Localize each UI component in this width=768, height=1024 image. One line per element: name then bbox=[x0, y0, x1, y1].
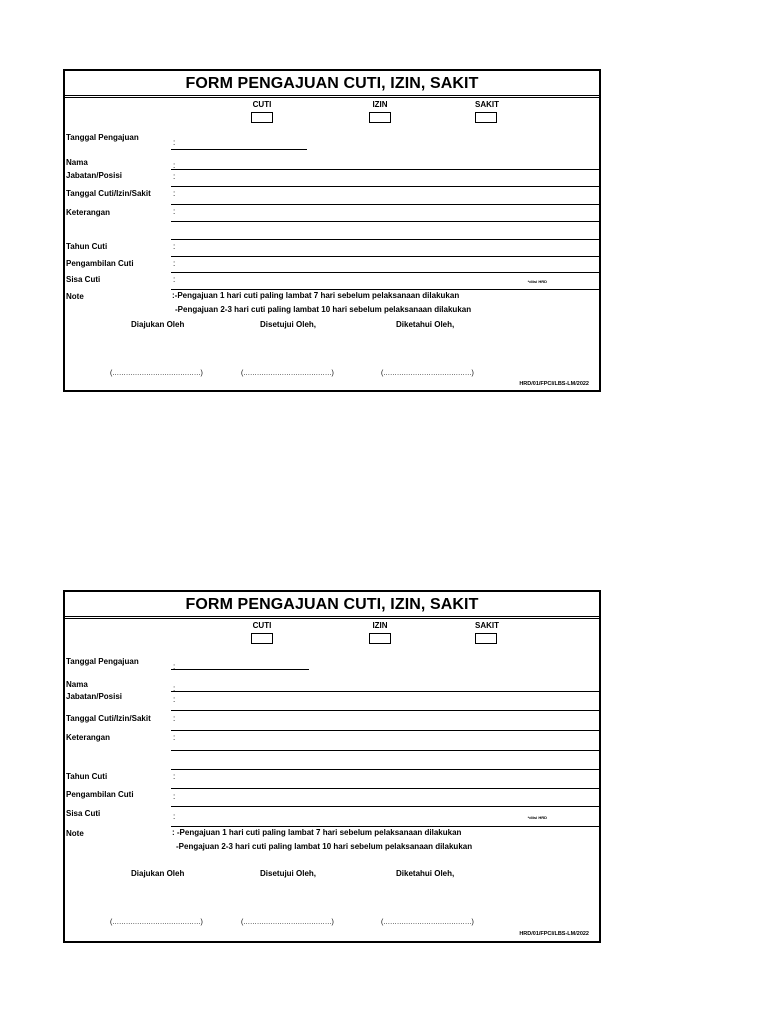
colon: : bbox=[173, 695, 176, 704]
note-line-2: -Pengajuan 2-3 hari cuti paling lambat 10 hari sebelum pelaksanaan dilakukan bbox=[176, 842, 473, 851]
keterangan-field-1[interactable] bbox=[171, 221, 599, 222]
tahun-cuti-label: Tahun Cuti bbox=[66, 242, 108, 251]
keterangan-field-2[interactable] bbox=[171, 769, 599, 770]
signature-line-diajukan[interactable]: (…………………………………) bbox=[110, 370, 203, 377]
colon: : bbox=[173, 792, 176, 801]
signature-line-disetujui[interactable]: (…………………………………) bbox=[241, 919, 334, 926]
note-line-2: -Pengajuan 2-3 hari cuti paling lambat 10 hari sebelum pelaksanaan dilakukan bbox=[175, 305, 472, 314]
tanggal-cuti-label: Tanggal Cuti/Izin/Sakit bbox=[66, 189, 151, 198]
tahun-cuti-label: Tahun Cuti bbox=[66, 772, 108, 781]
colon: : bbox=[173, 812, 176, 821]
colon: : bbox=[173, 207, 176, 216]
colon: : bbox=[173, 189, 176, 198]
jabatan-field[interactable] bbox=[171, 710, 599, 711]
form-title: FORM PENGAJUAN CUTI, IZIN, SAKIT bbox=[185, 596, 479, 613]
keterangan-label: Keterangan bbox=[66, 208, 111, 217]
pengambilan-cuti-field[interactable] bbox=[171, 806, 599, 807]
tanggal-pengajuan-label: Tanggal Pengajuan bbox=[66, 657, 139, 666]
signature-line-disetujui[interactable]: (…………………………………) bbox=[241, 370, 334, 377]
tanggal-cuti-field[interactable] bbox=[171, 204, 599, 205]
cuti-label: CUTI bbox=[252, 621, 272, 630]
colon: : bbox=[173, 138, 176, 147]
cuti-checkbox[interactable] bbox=[251, 112, 273, 123]
leave-form-1 bbox=[63, 69, 601, 392]
document-code: HRD/01/FPCI/LBS-LM/2022 bbox=[519, 931, 589, 937]
colon: : bbox=[173, 662, 176, 671]
note-line-1: : -Pengajuan 1 hari cuti paling lambat 7 hari sebelum pelaksanaan dilakukan bbox=[172, 828, 462, 837]
izin-checkbox[interactable] bbox=[369, 112, 391, 123]
colon: : bbox=[173, 714, 176, 723]
sisa-cuti-label: Sisa Cuti bbox=[66, 809, 101, 818]
colon: : bbox=[173, 772, 176, 781]
colon: : bbox=[173, 161, 176, 170]
note-label: Note bbox=[66, 829, 84, 838]
disetujui-label: Disetujui Oleh, bbox=[260, 869, 317, 878]
sakit-checkbox[interactable] bbox=[475, 633, 497, 644]
keterangan-field-1[interactable] bbox=[171, 750, 599, 751]
jabatan-label: Jabatan/Posisi bbox=[66, 171, 123, 180]
diketahui-label: Diketahui Oleh, bbox=[396, 869, 455, 878]
sakit-checkbox[interactable] bbox=[475, 112, 497, 123]
diketahui-label: Diketahui Oleh, bbox=[396, 320, 455, 329]
nama-label: Nama bbox=[66, 158, 88, 167]
sisa-cuti-label: Sisa Cuti bbox=[66, 275, 101, 284]
signature-line-diketahui[interactable]: (…………………………………) bbox=[381, 919, 474, 926]
diajukan-label: Diajukan Oleh bbox=[131, 320, 185, 329]
tanggal-cuti-label: Tanggal Cuti/Izin/Sakit bbox=[66, 714, 151, 723]
jabatan-field[interactable] bbox=[171, 186, 599, 187]
sakit-label: SAKIT bbox=[475, 621, 499, 630]
signature-line-diketahui[interactable]: (…………………………………) bbox=[381, 370, 474, 377]
tanggal-pengajuan-label: Tanggal Pengajuan bbox=[66, 133, 139, 142]
jabatan-label: Jabatan/Posisi bbox=[66, 692, 123, 701]
pengambilan-cuti-field[interactable] bbox=[171, 272, 599, 273]
tanggal-pengajuan-field[interactable] bbox=[171, 149, 307, 150]
tanggal-cuti-field[interactable] bbox=[171, 730, 599, 731]
disetujui-label: Disetujui Oleh, bbox=[260, 320, 317, 329]
nama-label: Nama bbox=[66, 680, 88, 689]
nama-field[interactable] bbox=[171, 691, 599, 692]
hrd-note: *diisi HRD bbox=[527, 815, 547, 820]
izin-label: IZIN bbox=[372, 100, 388, 109]
colon: : bbox=[173, 733, 176, 742]
izin-checkbox[interactable] bbox=[369, 633, 391, 644]
colon: : bbox=[173, 172, 176, 181]
sakit-label: SAKIT bbox=[475, 100, 499, 109]
signature-line-diajukan[interactable]: (…………………………………) bbox=[110, 919, 203, 926]
note-line-1: :-Pengajuan 1 hari cuti paling lambat 7 hari sebelum pelaksanaan dilakukan bbox=[172, 291, 460, 300]
colon: : bbox=[173, 275, 176, 284]
nama-field[interactable] bbox=[171, 169, 599, 170]
pengambilan-cuti-label: Pengambilan Cuti bbox=[66, 259, 134, 268]
tanggal-pengajuan-field[interactable] bbox=[171, 669, 309, 670]
diajukan-label: Diajukan Oleh bbox=[131, 869, 185, 878]
cuti-label: CUTI bbox=[252, 100, 272, 109]
sisa-cuti-field[interactable] bbox=[171, 826, 599, 827]
keterangan-label: Keterangan bbox=[66, 733, 111, 742]
izin-label: IZIN bbox=[372, 621, 388, 630]
tahun-cuti-field[interactable] bbox=[171, 788, 599, 789]
title-divider bbox=[65, 616, 599, 619]
title-divider bbox=[65, 95, 599, 98]
tahun-cuti-field[interactable] bbox=[171, 256, 599, 257]
keterangan-field-2[interactable] bbox=[171, 239, 599, 240]
colon: : bbox=[173, 259, 176, 268]
colon: : bbox=[173, 684, 176, 693]
document-code: HRD/01/FPCI/LBS-LM/2022 bbox=[519, 381, 589, 387]
pengambilan-cuti-label: Pengambilan Cuti bbox=[66, 790, 134, 799]
cuti-checkbox[interactable] bbox=[251, 633, 273, 644]
form-title: FORM PENGAJUAN CUTI, IZIN, SAKIT bbox=[185, 75, 479, 92]
note-label: Note bbox=[66, 292, 84, 301]
hrd-note: *diisi HRD bbox=[527, 279, 547, 284]
leave-form-2 bbox=[63, 590, 601, 943]
sisa-cuti-field[interactable] bbox=[171, 289, 599, 290]
colon: : bbox=[173, 242, 176, 251]
